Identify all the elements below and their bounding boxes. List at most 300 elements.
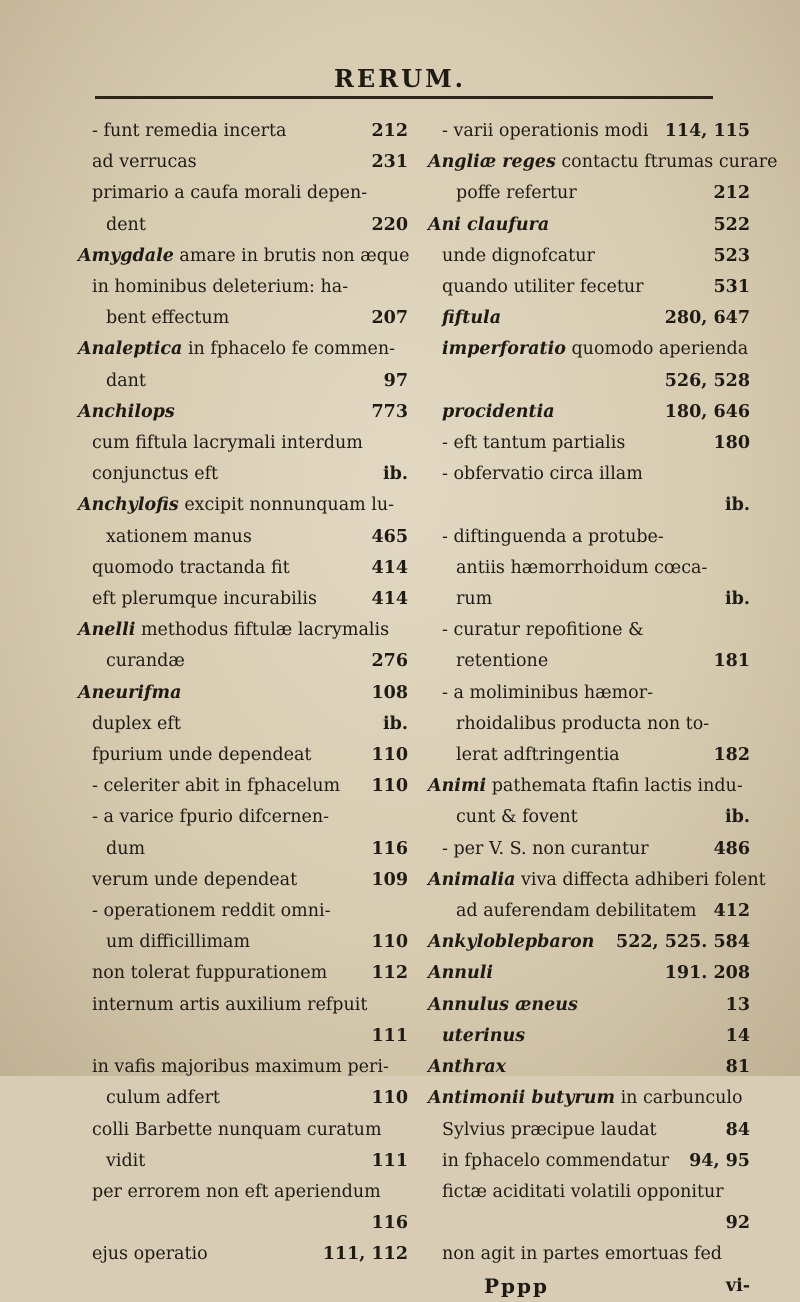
entry-body: non agit in partes emortuas fed xyxy=(442,1244,722,1265)
entry-text xyxy=(456,740,620,771)
index-entry xyxy=(78,366,408,397)
index-entry xyxy=(428,334,750,365)
entry-page-number: 94, 95 xyxy=(689,1150,750,1171)
index-entry xyxy=(428,303,750,334)
entry-text xyxy=(428,1052,506,1083)
entry-text xyxy=(78,334,395,365)
entry-text xyxy=(456,646,548,677)
entry-body: culum adfert xyxy=(106,1088,220,1109)
index-entry xyxy=(78,1208,408,1239)
entry-text xyxy=(92,771,340,802)
entry-page-number xyxy=(398,1177,408,1208)
entry-text xyxy=(442,1115,657,1146)
entry-page-number xyxy=(398,615,408,646)
entry-text xyxy=(442,1021,525,1052)
entry-body: - curatur repofitione & xyxy=(442,620,644,641)
entry-text xyxy=(442,116,648,147)
entry-text xyxy=(456,584,492,615)
index-entry xyxy=(78,178,408,209)
entry-headword: Analeptica xyxy=(78,339,183,360)
entry-page-number xyxy=(398,990,408,1021)
entry-text xyxy=(428,865,766,896)
entry-page-number: 531 xyxy=(713,277,750,298)
entry-headword: fiftula xyxy=(442,308,502,329)
entry-text xyxy=(92,178,367,209)
entry-body: in vafis majoribus maximum peri- xyxy=(92,1057,389,1078)
entry-text xyxy=(92,709,181,740)
index-entry xyxy=(428,927,750,958)
entry-body: lerat adftringentia xyxy=(456,745,620,766)
entry-text xyxy=(428,927,594,958)
entry-text xyxy=(442,1146,669,1177)
entry-body: poffe refertur xyxy=(456,183,577,204)
index-entry xyxy=(428,522,750,553)
entry-body: in fphacelo commendatur xyxy=(442,1150,670,1171)
index-entry xyxy=(78,990,408,1021)
index-entry xyxy=(78,678,408,709)
entry-page-number: 276 xyxy=(371,651,408,672)
entry-page-number: 81 xyxy=(725,1057,750,1078)
entry-page-number: 231 xyxy=(371,152,408,173)
entry-page-number xyxy=(740,615,750,646)
entry-headword: Anthrax xyxy=(428,1057,507,1078)
entry-headword: Amygdale xyxy=(78,245,174,266)
entry-text xyxy=(92,958,327,989)
header-rule xyxy=(95,96,713,99)
entry-text xyxy=(92,740,311,771)
entry-page-number: 92 xyxy=(725,1213,750,1234)
entry-page-number: 522, 525. 584 xyxy=(616,932,750,953)
entry-page-number xyxy=(743,771,753,802)
index-entry xyxy=(78,740,408,771)
entry-text xyxy=(92,116,286,147)
entry-body: amare in brutis non æque xyxy=(173,245,410,266)
entry-page-number: 414 xyxy=(371,557,408,578)
index-entry xyxy=(428,1208,750,1239)
entry-text xyxy=(428,147,777,178)
entry-page-number: 212 xyxy=(371,121,408,141)
signature-mark: Pppp xyxy=(484,1273,549,1298)
entry-page-number xyxy=(398,178,408,209)
entry-page-number: ib. xyxy=(383,464,408,485)
entry-page-number: 182 xyxy=(713,745,750,766)
index-entry xyxy=(78,1146,408,1177)
entry-text xyxy=(442,428,625,459)
entry-headword: Animi xyxy=(428,776,487,797)
entry-text xyxy=(92,990,367,1021)
entry-body: dum xyxy=(106,838,146,859)
entry-page-number: 13 xyxy=(725,994,750,1015)
entry-headword: Annulus æneus xyxy=(428,994,578,1015)
entry-text xyxy=(92,1177,381,1208)
entry-page-number: 486 xyxy=(713,838,750,859)
index-entry xyxy=(78,553,408,584)
entry-body: internum artis auxilium refpuit xyxy=(92,994,368,1015)
entry-page-number: 111, 112 xyxy=(322,1244,408,1265)
index-entry xyxy=(78,771,408,802)
index-entry xyxy=(428,1083,750,1114)
entry-text xyxy=(106,210,146,241)
entry-page-number: 412 xyxy=(713,901,750,922)
entry-page-number xyxy=(740,1239,750,1270)
entry-page-number xyxy=(398,896,408,927)
index-entry xyxy=(428,178,750,209)
entry-page-number xyxy=(748,334,758,365)
entry-text xyxy=(442,615,644,646)
index-entry xyxy=(78,927,408,958)
footer-line xyxy=(428,1271,750,1302)
index-entry xyxy=(78,241,408,272)
entry-body: curandæ xyxy=(106,651,185,672)
entry-headword: Animalia xyxy=(428,869,516,890)
entry-text xyxy=(428,210,549,241)
index-entry xyxy=(78,147,408,178)
entry-text xyxy=(106,303,229,334)
entry-text xyxy=(106,646,185,677)
entry-page-number: 109 xyxy=(371,869,408,890)
index-entry xyxy=(78,522,408,553)
entry-body: - varii operationis modi xyxy=(442,121,649,141)
entry-page-number xyxy=(410,241,420,272)
entry-text xyxy=(92,1052,389,1083)
entry-body: retentione xyxy=(456,651,549,672)
entry-text xyxy=(92,459,218,490)
entry-body: fpurium unde dependeat xyxy=(92,745,312,766)
index-entry xyxy=(428,1052,750,1083)
entry-body: cunt & fovent xyxy=(456,807,578,828)
index-entry xyxy=(428,147,778,178)
entry-body: cum fiftula lacrymali interdum xyxy=(92,433,363,454)
index-entry xyxy=(428,428,750,459)
entry-body: Sylvius præcipue laudat xyxy=(442,1119,657,1140)
index-entry xyxy=(78,1115,408,1146)
entry-body: - funt remedia incerta xyxy=(92,121,287,141)
entry-text xyxy=(92,896,331,927)
entry-text xyxy=(78,678,181,709)
entry-text xyxy=(442,522,664,553)
index-entry xyxy=(428,210,750,241)
entry-body: - a moliminibus hæmor- xyxy=(442,682,653,703)
entry-page-number xyxy=(740,459,750,490)
entry-text xyxy=(92,553,290,584)
index-entry xyxy=(428,459,750,490)
index-entry xyxy=(428,241,750,272)
index-entry xyxy=(428,615,750,646)
entry-page-number: 111 xyxy=(371,1025,408,1046)
index-entry xyxy=(428,958,750,989)
index-entry xyxy=(78,1021,408,1052)
entry-body: quando utiliter fecetur xyxy=(442,277,644,298)
entry-text xyxy=(428,990,578,1021)
entry-page-number: 110 xyxy=(371,1088,408,1109)
entry-text xyxy=(442,834,649,865)
entry-page-number: 110 xyxy=(371,776,408,797)
entry-body: fictæ aciditati volatili opponitur xyxy=(442,1181,724,1202)
entry-text xyxy=(92,272,348,303)
entry-text xyxy=(92,802,329,833)
entry-page-number: 523 xyxy=(713,245,750,266)
index-column-right xyxy=(428,116,778,1302)
index-entry xyxy=(428,584,750,615)
entry-page-number xyxy=(398,802,408,833)
entry-body: um difficillimam xyxy=(106,932,251,953)
index-entry xyxy=(428,272,750,303)
index-entry xyxy=(428,116,750,147)
entry-text xyxy=(92,1239,208,1270)
entry-text xyxy=(78,490,394,521)
index-entry xyxy=(428,896,750,927)
entry-headword: Anelli xyxy=(78,620,136,641)
index-entry xyxy=(78,865,408,896)
entry-body: quomodo tractanda fit xyxy=(92,557,290,578)
entry-text xyxy=(442,1177,724,1208)
index-entry xyxy=(78,303,408,334)
index-entry xyxy=(78,428,408,459)
entry-body: non tolerat fuppurationem xyxy=(92,963,328,984)
index-entry xyxy=(78,646,408,677)
entry-body: viva diffecta adhiberi folent xyxy=(515,869,766,890)
entry-body: - obfervatio circa illam xyxy=(442,464,643,485)
entry-body: - diftinguenda a protube- xyxy=(442,526,664,547)
entry-page-number xyxy=(398,272,408,303)
entry-page-number: 526, 528 xyxy=(664,370,750,391)
entry-page-number xyxy=(740,709,750,740)
entry-body: verum unde dependeat xyxy=(92,869,298,890)
entry-headword: Antimonii butyrum xyxy=(428,1088,616,1109)
index-entry xyxy=(428,802,750,833)
entry-body: ad auferendam debilitatem xyxy=(456,901,697,922)
index-entry xyxy=(428,1177,750,1208)
entry-headword: imperforatio xyxy=(442,339,566,360)
entry-page-number: 116 xyxy=(371,838,408,859)
entry-headword: Annuli xyxy=(428,963,494,984)
entry-text xyxy=(106,366,146,397)
entry-text xyxy=(106,1083,220,1114)
entry-text xyxy=(92,1115,382,1146)
entry-body: antiis hæmorrhoidum cœca- xyxy=(456,557,708,578)
index-entry xyxy=(428,1115,750,1146)
entry-headword: procidentia xyxy=(442,401,555,422)
entry-page-number: 465 xyxy=(371,526,408,547)
index-entry xyxy=(78,459,408,490)
index-entry xyxy=(428,1239,750,1270)
entry-headword: Ankyloblepbaron xyxy=(428,932,595,953)
index-entry xyxy=(428,1021,750,1052)
entry-text xyxy=(442,303,501,334)
index-entry xyxy=(78,896,408,927)
index-entry xyxy=(78,210,408,241)
index-column-left xyxy=(78,116,408,1271)
index-entry xyxy=(78,615,408,646)
entry-text xyxy=(442,241,595,272)
entry-body: duplex eft xyxy=(92,713,181,734)
entry-body: dent xyxy=(106,214,146,235)
index-entry xyxy=(78,334,408,365)
entry-page-number: 14 xyxy=(725,1025,750,1046)
entry-text xyxy=(442,1239,722,1270)
entry-body: bent effectum xyxy=(106,308,230,329)
entry-page-number xyxy=(740,1177,750,1208)
entry-page-number xyxy=(740,678,750,709)
entry-page-number: ib. xyxy=(725,495,750,516)
entry-body: - celeriter abit in fphacelum xyxy=(92,776,341,797)
entry-body: unde dignofcatur xyxy=(442,245,595,266)
entry-page-number: 111 xyxy=(371,1150,408,1171)
entry-body: - per V. S. non curantur xyxy=(442,838,649,859)
entry-page-number xyxy=(398,428,408,459)
index-entry xyxy=(78,116,408,147)
index-entry xyxy=(78,490,408,521)
entry-page-number: 191. 208 xyxy=(664,963,750,984)
entry-page-number xyxy=(398,1115,408,1146)
entry-headword: Angliæ reges xyxy=(428,152,556,173)
index-entry xyxy=(428,771,750,802)
entry-text xyxy=(428,771,743,802)
entry-page-number: 181 xyxy=(713,651,750,672)
entry-page-number: 773 xyxy=(371,401,408,422)
entry-body: methodus fiftulæ lacrymalis xyxy=(135,620,390,641)
entry-text xyxy=(428,1083,743,1114)
entry-text xyxy=(442,334,748,365)
entry-body: primario a caufa morali depen- xyxy=(92,183,368,204)
entry-body: colli Barbette nunquam curatum xyxy=(92,1119,382,1140)
index-entry xyxy=(428,740,750,771)
entry-page-number: 212 xyxy=(713,183,750,204)
entry-page-number: 414 xyxy=(371,589,408,610)
entry-body: pathemata ftafin lactis indu- xyxy=(486,776,743,797)
entry-page-number xyxy=(766,865,776,896)
entry-body: in hominibus deleterium: ha- xyxy=(92,277,349,298)
entry-body: xationem manus xyxy=(106,526,252,547)
entry-body: excipit nonnunquam lu- xyxy=(178,495,395,516)
entry-text xyxy=(442,397,555,428)
index-entry xyxy=(78,834,408,865)
entry-text xyxy=(456,178,577,209)
index-entry xyxy=(78,1177,408,1208)
entry-body: ad verrucas xyxy=(92,152,197,173)
entry-body: in carbunculo xyxy=(615,1088,743,1109)
entry-page-number xyxy=(398,490,408,521)
index-entry xyxy=(78,802,408,833)
entry-page-number xyxy=(398,334,408,365)
entry-page-number: 110 xyxy=(371,932,408,953)
entry-page-number: ib. xyxy=(725,807,750,828)
entry-page-number xyxy=(398,1052,408,1083)
entry-body: - eft tantum partialis xyxy=(442,433,626,454)
entry-page-number: 180 xyxy=(713,433,750,454)
entry-text xyxy=(456,553,707,584)
index-entry xyxy=(78,397,408,428)
index-entry xyxy=(428,397,750,428)
entry-page-number: 114, 115 xyxy=(664,121,750,141)
index-entry xyxy=(78,1052,408,1083)
entry-text xyxy=(456,802,578,833)
entry-text xyxy=(456,896,697,927)
entry-text xyxy=(92,865,297,896)
index-entry xyxy=(428,646,750,677)
entry-page-number: 180, 646 xyxy=(664,401,750,422)
entry-text xyxy=(92,428,363,459)
entry-page-number xyxy=(743,1083,753,1114)
entry-body: - a varice fpurio difcernen- xyxy=(92,807,330,828)
entry-text xyxy=(92,584,317,615)
index-entry xyxy=(428,834,750,865)
entry-text xyxy=(106,1146,145,1177)
entry-body: contactu ftrumas curare xyxy=(555,152,778,173)
entry-body: conjunctus eft xyxy=(92,464,219,485)
index-entry xyxy=(428,678,750,709)
entry-text xyxy=(106,834,145,865)
entry-body: in fphacelo fe commen- xyxy=(182,339,396,360)
entry-page-number: 116 xyxy=(371,1213,408,1234)
catchword: vi- xyxy=(725,1275,750,1296)
entry-headword: uterinus xyxy=(442,1025,526,1046)
entry-page-number xyxy=(740,553,750,584)
entry-body: quomodo aperienda xyxy=(565,339,749,360)
entry-text xyxy=(106,927,250,958)
entry-text xyxy=(78,615,389,646)
entry-text xyxy=(442,272,644,303)
entry-text xyxy=(442,459,643,490)
index-entry xyxy=(428,366,750,397)
entry-page-number: 112 xyxy=(371,963,408,984)
page-header: RERUM. xyxy=(333,64,467,93)
entry-body: dant xyxy=(106,370,146,391)
entry-page-number: 97 xyxy=(383,370,408,391)
entry-text xyxy=(428,958,493,989)
index-entry xyxy=(78,958,408,989)
index-entry xyxy=(428,990,750,1021)
index-entry xyxy=(78,584,408,615)
entry-headword: Anchylofis xyxy=(78,495,179,516)
entry-text xyxy=(106,522,252,553)
index-entry xyxy=(428,553,750,584)
entry-headword: Anchilops xyxy=(78,401,175,422)
entry-body: per errorem non eft aperiendum xyxy=(92,1181,381,1202)
entry-page-number: ib. xyxy=(383,713,408,734)
entry-page-number: 110 xyxy=(371,745,408,766)
index-entry xyxy=(78,1239,408,1270)
entry-body: eft plerumque incurabilis xyxy=(92,589,317,610)
entry-page-number: 108 xyxy=(371,682,408,703)
index-entry xyxy=(78,709,408,740)
entry-body: ejus operatio xyxy=(92,1244,208,1265)
index-entry xyxy=(78,272,408,303)
entry-body: rhoidalibus producta non to- xyxy=(456,713,710,734)
entry-body: - operationem reddit omni- xyxy=(92,901,331,922)
index-entry xyxy=(428,865,766,896)
index-entry xyxy=(428,490,750,521)
entry-text xyxy=(456,709,709,740)
entry-page-number: 84 xyxy=(725,1119,750,1140)
index-entry xyxy=(428,1146,750,1177)
index-entry xyxy=(78,1083,408,1114)
entry-headword: Ani claufura xyxy=(428,214,550,235)
entry-body: vidit xyxy=(106,1150,146,1171)
index-entry xyxy=(428,709,750,740)
entry-headword: Aneurifma xyxy=(78,682,182,703)
entry-page-number: 522 xyxy=(713,214,750,235)
entry-page-number xyxy=(777,147,787,178)
entry-text xyxy=(78,397,175,428)
entry-page-number: 280, 647 xyxy=(664,308,750,329)
entry-text xyxy=(78,241,410,272)
entry-body: rum xyxy=(456,589,493,610)
entry-page-number: 207 xyxy=(371,308,408,329)
entry-page-number: ib. xyxy=(725,589,750,610)
entry-text xyxy=(92,147,197,178)
entry-page-number: 220 xyxy=(371,214,408,235)
